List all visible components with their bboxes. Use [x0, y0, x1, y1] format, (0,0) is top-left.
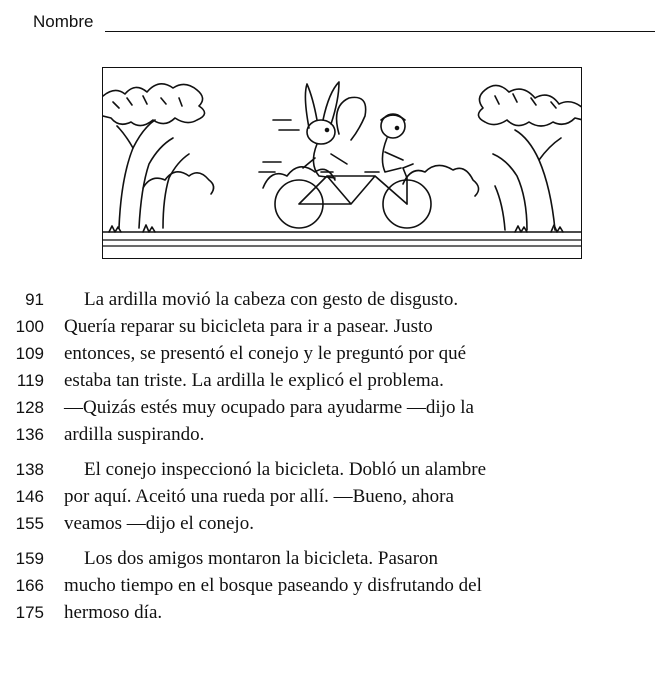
- word-count-number: 159: [15, 549, 44, 568]
- passage-line: [0, 456, 672, 483]
- word-count-number: 138: [15, 460, 44, 479]
- name-label: Nombre: [33, 12, 94, 31]
- line-text: Los dos amigos montaron la bicicleta. Pasaron: [84, 548, 439, 569]
- line-text: entonces, se presentó el conejo y le preguntó por qué: [64, 343, 467, 364]
- passage-line: [0, 286, 672, 313]
- rabbit-and-squirrel-on-tandem-bicycle-icon: [103, 68, 582, 259]
- name-row: [33, 12, 655, 36]
- passage-line: [0, 394, 672, 421]
- story-illustration: [102, 67, 582, 259]
- passage-line: [0, 510, 672, 537]
- passage-line: [0, 340, 672, 367]
- line-text: veamos —dijo el conejo.: [64, 513, 254, 534]
- word-count-number: 146: [15, 487, 44, 506]
- word-count-number: 100: [15, 317, 44, 336]
- word-count-number: 155: [15, 514, 44, 533]
- word-count-number: 175: [15, 603, 44, 622]
- line-text: mucho tiempo en el bosque paseando y disfrutando del: [64, 575, 482, 596]
- word-count-number: 128: [15, 398, 44, 417]
- word-count-number: 166: [15, 576, 44, 595]
- name-write-line: [105, 31, 655, 32]
- word-count-number: 136: [15, 425, 44, 444]
- word-count-number: 119: [16, 371, 44, 390]
- word-count-number: 109: [15, 344, 44, 363]
- reading-passage: [0, 286, 672, 634]
- line-text: hermoso día.: [64, 602, 163, 623]
- line-text: ardilla suspirando.: [64, 424, 205, 445]
- passage-line: [0, 545, 672, 572]
- paragraph-2: [0, 456, 672, 537]
- word-count-number: 91: [25, 290, 44, 309]
- passage-line: [0, 313, 672, 340]
- paragraph-3: [0, 545, 672, 626]
- passage-line: [0, 572, 672, 599]
- passage-line: [0, 483, 672, 510]
- passage-line: [0, 599, 672, 626]
- line-text: por aquí. Aceitó una rueda por allí. —Bueno, ahora: [64, 486, 454, 507]
- line-text: El conejo inspeccionó la bicicleta. Dobló un alambre: [84, 459, 487, 480]
- line-text: estaba tan triste. La ardilla le explicó el problema.: [64, 370, 444, 391]
- line-text: La ardilla movió la cabeza con gesto de disgusto.: [84, 289, 459, 310]
- line-text: —Quizás estés muy ocupado para ayudarme —dijo la: [64, 397, 474, 418]
- line-text: Quería reparar su bicicleta para ir a pasear. Justo: [64, 316, 433, 337]
- passage-line: [0, 421, 672, 448]
- passage-line: [0, 367, 672, 394]
- paragraph-1: [0, 286, 672, 448]
